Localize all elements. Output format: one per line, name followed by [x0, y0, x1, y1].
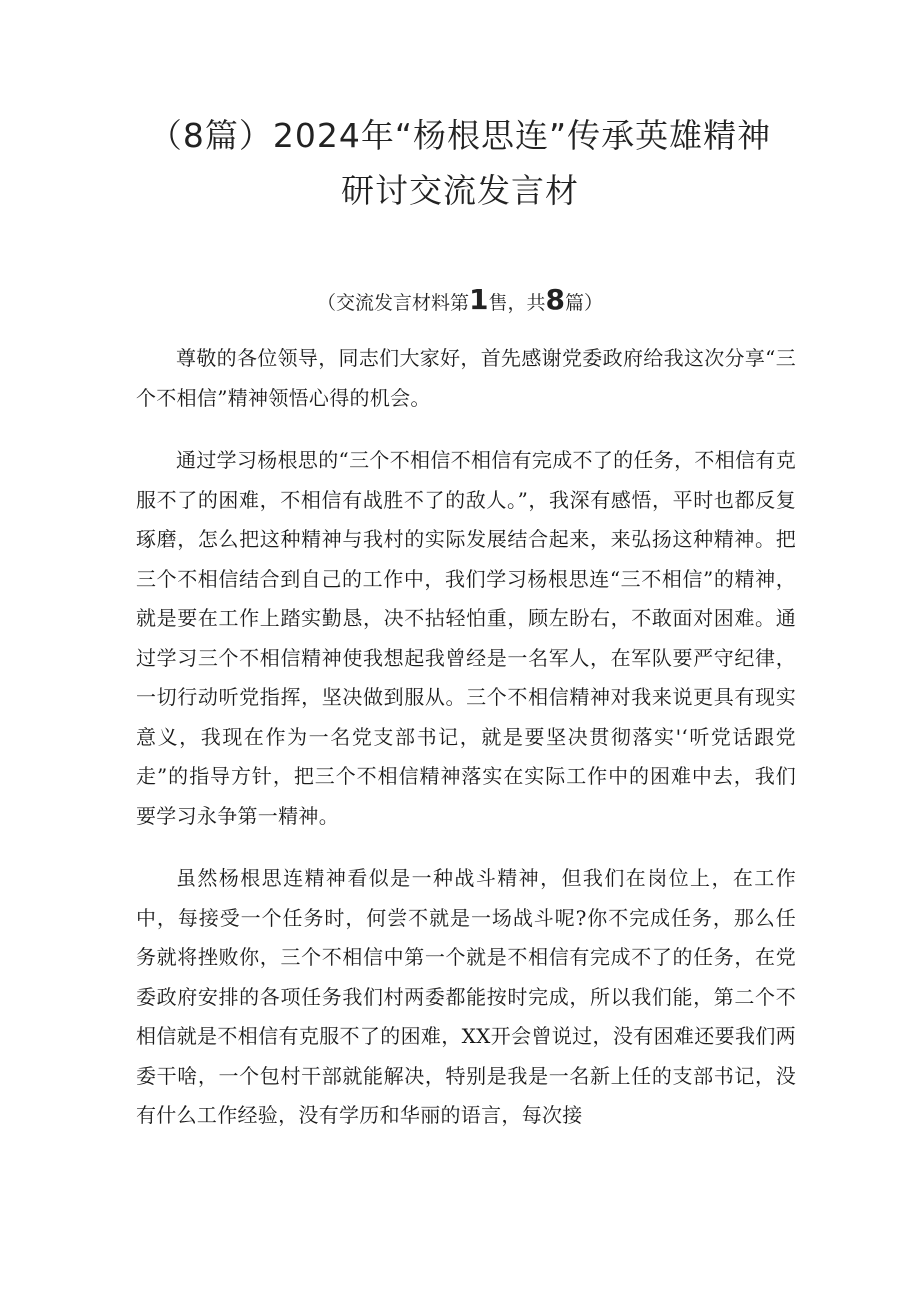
document-body	[136, 339, 796, 1159]
body-paragraph-1: 尊敬的各位领导，同志们大家好，首先感谢党委政府给我这次分享“三个不相信”精神领悟心得的机会。	[136, 346, 796, 410]
subtitle-number-total: 8	[545, 283, 565, 316]
document-title-line-2: 研讨交流发言材	[341, 171, 579, 210]
document-subtitle	[0, 283, 920, 316]
subtitle-middle: 售，共	[488, 292, 546, 314]
subtitle-prefix: （交流发言材料第	[316, 292, 469, 314]
body-paragraph-3: 虽然杨根思连精神看似是一种战斗精神，但我们在岗位上，在工作中，每接受一个任务时，何尝不就是一场战斗呢?你不完成任务，那么任务就将挫败你，三个不相信中第一个就是不相信有完成不了的任务，在党委政府安排的各项任务我们村两委都能按时完成，所以我们能，第二个不相信就是不相信有克服不了的困难，XX开会曾说过，没有困难还要我们两委干啥，一个包村干部就能解决，特别是我是一名新上任的支部书记，没有什么工作经验，没有学历和华丽的语言，每次接	[136, 866, 796, 1127]
body-paragraph-2: 通过学习杨根思的“三个不相信不相信有完成不了的任务，不相信有克服不了的困难，不相信有战胜不了的敌人。”，我深有感悟，平时也都反复琢磨，怎么把这种精神与我村的实际发展结合起来，来弘扬这种精神。把三个不相信结合到自己的工作中，我们学习杨根思连“三不相信”的精神，就是要在工作上踏实勤恳，决不拈轻怕重，顾左盼右，不敢面对困难。通过学习三个不相信精神使我想起我曾经是一名军人，在军队要严守纪律，一切行动听党指挥，坚决做到服从。三个不相信精神对我来说更具有现实意义，我现在作为一名党支部书记，就是要坚决贯彻落实'‘听党话跟党走”的指导方针，把三个不相信精神落实在实际工作中的困难中去，我们要学习永争第一精神。	[136, 448, 796, 828]
document-title-line-1: （8篇）2024年“杨根思连”传承英雄精神	[148, 116, 772, 155]
subtitle-suffix: 篇）	[564, 292, 603, 314]
subtitle-number-current: 1	[469, 283, 489, 316]
